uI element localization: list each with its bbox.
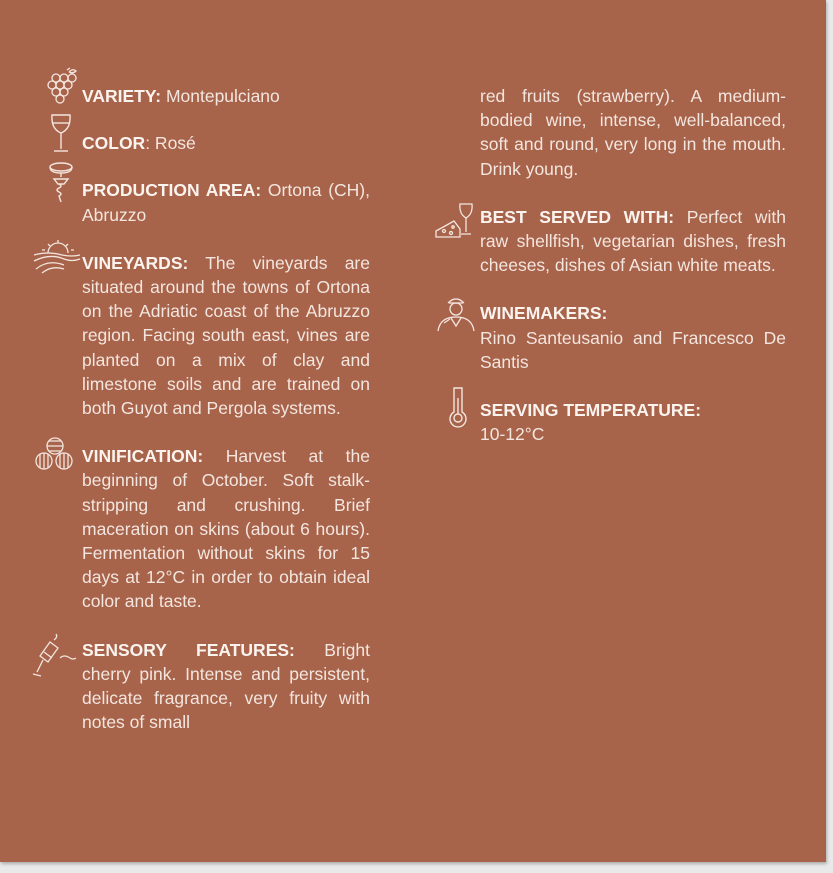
variety-value: Montepulciano bbox=[161, 86, 280, 106]
grapes-icon bbox=[42, 66, 86, 110]
color-label: COLOR bbox=[82, 133, 146, 154]
best-served-entry bbox=[480, 205, 786, 278]
left-column bbox=[82, 84, 370, 734]
sensory-features-value: Bright cherry pink. Intense and persistent, delicate fragrance, very fruity with notes of small bbox=[82, 639, 370, 733]
sensory-continued bbox=[480, 84, 786, 181]
winemakers-label: WINEMAKERS: bbox=[480, 303, 608, 324]
corkscrew-icon bbox=[42, 160, 86, 204]
sensory-features-entry bbox=[82, 638, 370, 735]
color-entry bbox=[82, 131, 370, 155]
serving-temperature-value: 10-12°C bbox=[480, 424, 545, 445]
best-served-value: Perfect with raw shellfish, vegetarian dishes, fresh cheeses, dishes of Asian white meats. bbox=[480, 206, 786, 276]
vineyards-value: The vineyards are situated around the towns of Ortona on the Adriatic coast of the Abruzzo region. Facing south east, vines are planted on a mix of clay and limestone soils and are trained on both Guyot and Pergola systems. bbox=[82, 252, 370, 419]
variety-label: VARIETY: bbox=[82, 86, 162, 106]
serving-temperature-label: SERVING TEMPERATURE: bbox=[480, 400, 702, 421]
vineyards-entry bbox=[82, 251, 370, 420]
wine-glass-icon bbox=[42, 111, 86, 155]
best-served-label: BEST SERVED WITH: bbox=[480, 206, 675, 227]
vineyards-label: VINEYARDS: bbox=[82, 252, 189, 273]
thermometer-icon bbox=[436, 384, 480, 428]
sensory-features-label: SENSORY FEATURES: bbox=[82, 639, 295, 660]
winemakers-value: Rino Santeusanio and Francesco De Santis bbox=[480, 327, 786, 372]
vinification-value: Harvest at the beginning of October. Soft stalk-stripping and crushing. Brief maceration on skins (about 6 hours). Fermentation without skins for 15 days at 12°C in order to obtain ideal color and taste. bbox=[82, 446, 370, 612]
sensory-continued-value: red fruits (strawberry). A medium-bodied wine, intense, well-balanced, soft and round, very long in the mouth. Drink young. bbox=[480, 86, 786, 179]
production-area-value: Ortona (CH), Abruzzo bbox=[82, 180, 370, 225]
cheese-glass-icon bbox=[434, 201, 480, 245]
winemaker-icon bbox=[434, 293, 478, 337]
production-area-entry bbox=[82, 178, 370, 226]
serving-temperature-entry bbox=[480, 398, 786, 446]
right-column bbox=[480, 84, 786, 446]
variety-entry bbox=[82, 84, 370, 108]
vinification-entry bbox=[82, 444, 370, 613]
color-value: : Rosé bbox=[145, 133, 196, 154]
production-area-label: PRODUCTION AREA: bbox=[82, 180, 262, 201]
sunrise-hills-icon bbox=[32, 237, 82, 281]
winemakers-entry bbox=[480, 301, 786, 374]
barrels-icon bbox=[30, 434, 80, 478]
vinification-label: VINIFICATION: bbox=[82, 446, 204, 467]
pouring-wine-icon bbox=[30, 632, 78, 684]
